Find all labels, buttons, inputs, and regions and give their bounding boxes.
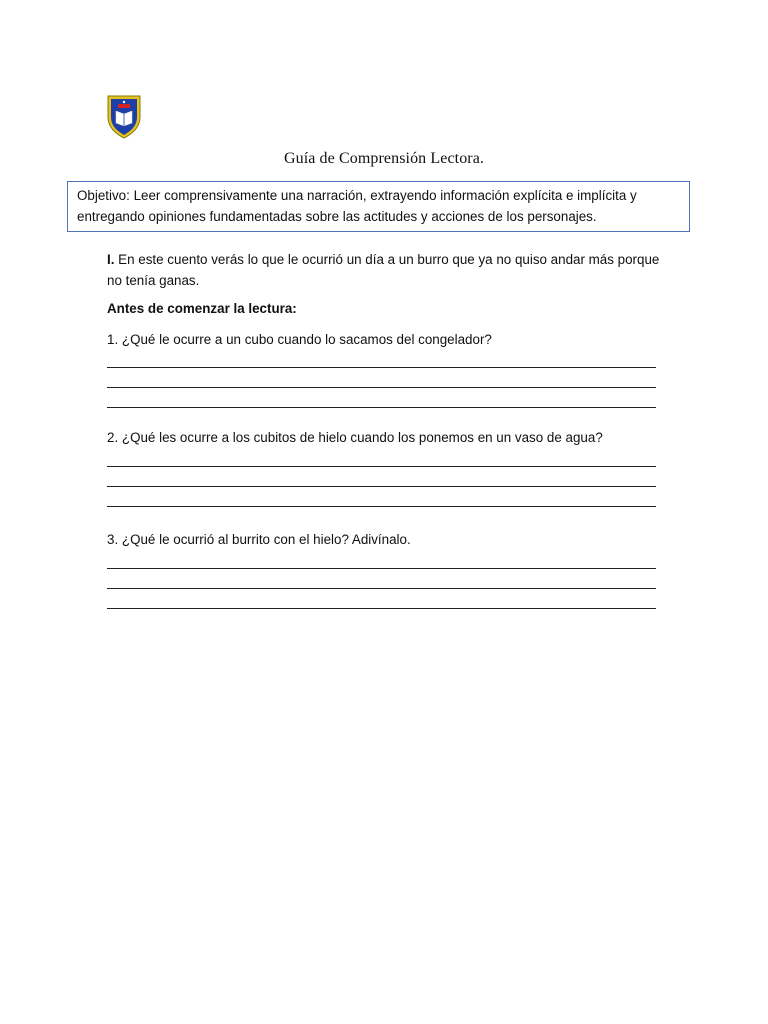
page-title: Guía de Comprensión Lectora. (283, 150, 485, 167)
intro-paragraph (107, 249, 667, 291)
question-3: 3. ¿Qué le ocurrió al burrito con el hielo? Adivínalo. (107, 532, 411, 547)
school-shield-icon (106, 93, 142, 139)
intro-text: En este cuento verás lo que le ocurrió un día a un burro que ya no quiso andar más porque no tenía ganas. (107, 252, 660, 288)
answer-line[interactable] (107, 568, 656, 569)
answer-line[interactable] (107, 387, 656, 388)
before-reading-heading: Antes de comenzar la lectura: (107, 301, 297, 316)
answer-line[interactable] (107, 486, 656, 487)
question-2: 2. ¿Qué les ocurre a los cubitos de hielo cuando los ponemos en un vaso de agua? (107, 430, 603, 445)
answer-line[interactable] (107, 588, 656, 589)
answer-line[interactable] (107, 466, 656, 467)
question-1: 1. ¿Qué le ocurre a un cubo cuando lo sacamos del congelador? (107, 332, 492, 347)
answer-line[interactable] (107, 506, 656, 507)
objective-box: Objetivo: Leer comprensivamente una narración, extrayendo información explícita e implícita y entregando opiniones fundamentadas sobre las actitudes y acciones de los personajes. (67, 181, 690, 232)
section-marker: I. (107, 252, 115, 267)
answer-line[interactable] (107, 407, 656, 408)
answer-line[interactable] (107, 608, 656, 609)
answer-line[interactable] (107, 367, 656, 368)
